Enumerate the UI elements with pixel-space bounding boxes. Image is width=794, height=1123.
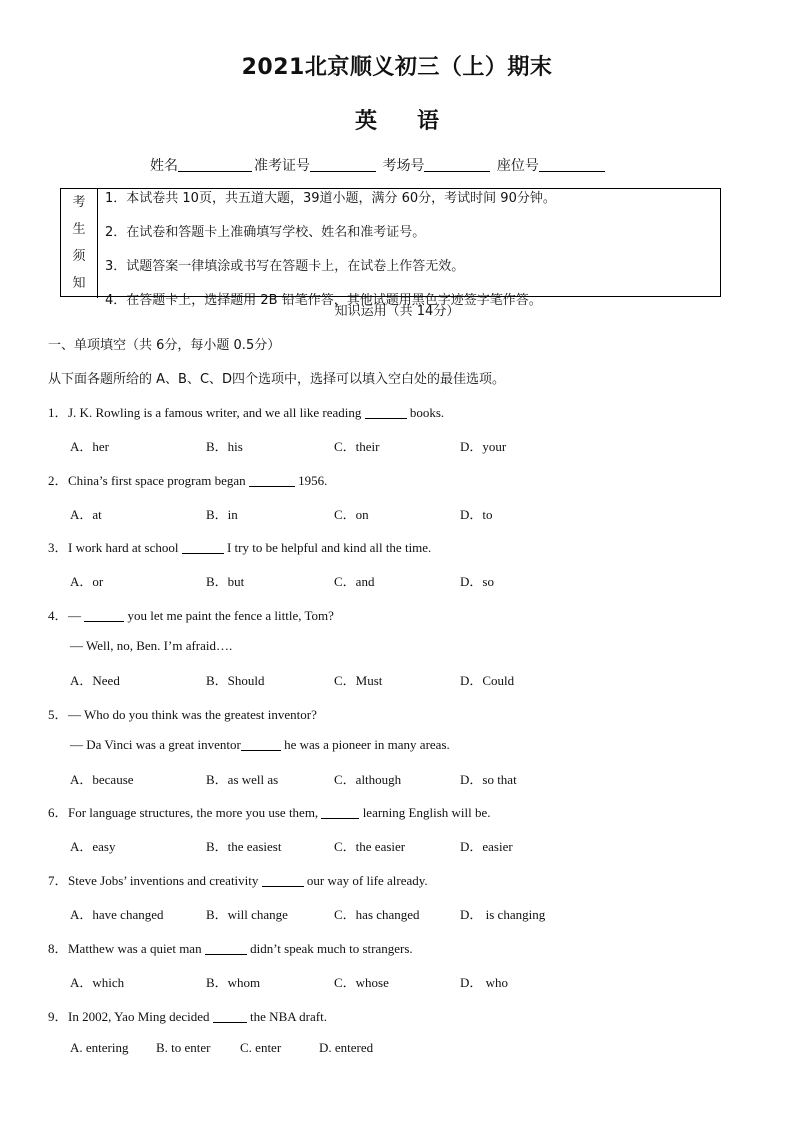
option-d: D．so that — [460, 772, 517, 787]
question-text: the NBA draft. — [246, 1009, 327, 1024]
question-4 — [48, 605, 334, 624]
notice-item: 4．在答题卡上，选择题用 2B 铅笔作答，其他试题用黑色字迹签字笔作答。 — [105, 293, 542, 308]
room-label: 考场号 — [382, 158, 425, 174]
notice-head-char: 生 — [72, 222, 86, 237]
option-a: A．at — [70, 507, 102, 522]
question-1 — [48, 402, 444, 421]
option-d: D．your — [460, 439, 507, 454]
question-number: 7． — [48, 873, 68, 888]
exam-title: 2021北京顺义初三（上）期末 — [241, 55, 553, 80]
notice-item: 3．试题答案一律填涂或书写在答题卡上，在试卷上作答无效。 — [105, 259, 465, 274]
question-5-reply — [70, 737, 450, 753]
question-4-reply: — Well, no, Ben. I’m afraid…. — [70, 638, 233, 653]
question-text: — Da Vinci was a great inventor — [70, 737, 241, 752]
room-blank — [424, 157, 490, 172]
question-number: 5． — [48, 707, 68, 722]
question-text: I try to be helpful and kind all the time. — [223, 540, 432, 555]
question-number: 6． — [48, 805, 68, 820]
question-text: In 2002, Yao Ming decided — [68, 1009, 213, 1024]
answer-blank — [262, 874, 304, 887]
option-a: A．because — [70, 772, 134, 787]
notice-item: 1．本试卷共 10页，共五道大题，39道小题，满分 60分，考试时间 90分钟。 — [105, 191, 556, 206]
part-title: 知识运用（共 14分） — [334, 304, 460, 319]
option-a: A．have changed — [70, 907, 164, 922]
exam-notice-box — [60, 188, 721, 308]
option-c: C．their — [334, 439, 380, 454]
question-number: 4． — [48, 608, 68, 623]
option-c: C．and — [334, 574, 375, 589]
option-c: C．Must — [334, 673, 383, 688]
question-number: 2． — [48, 473, 68, 488]
question-text: — — [68, 608, 85, 623]
option-b: B．in — [206, 507, 238, 522]
name-label: 姓名 — [150, 158, 178, 174]
question-7 — [48, 870, 428, 889]
option-d: D． is changing — [460, 907, 546, 922]
seat-label: 座位号 — [496, 158, 539, 174]
question-text: 1956. — [294, 473, 328, 488]
option-c: C．has changed — [334, 907, 420, 922]
answer-blank — [205, 942, 247, 955]
option-d: D．to — [460, 507, 493, 522]
seat-blank — [539, 157, 605, 172]
option-a: A．easy — [70, 839, 116, 854]
option-a: A．her — [70, 439, 109, 454]
question-text: learning English will be. — [359, 805, 491, 820]
question-text: he was a pioneer in many areas. — [280, 737, 450, 752]
question-number: 3． — [48, 540, 68, 555]
option-c: C．although — [334, 772, 402, 787]
option-a: A. entering — [70, 1040, 129, 1055]
option-a: A．Need — [70, 673, 120, 688]
answer-blank — [84, 609, 124, 622]
exam-id-label: 准考证号 — [254, 158, 310, 174]
notice-head-char: 知 — [72, 276, 86, 291]
exam-id-blank — [310, 157, 376, 172]
option-d: D． who — [460, 975, 509, 990]
section-instruction: 从下面各题所给的 A、B、C、D四个选项中，选择可以填入空白处的最佳选项。 — [48, 372, 506, 387]
notice-head-char: 须 — [72, 249, 86, 264]
question-text: our way of life already. — [303, 873, 428, 888]
question-2 — [48, 470, 327, 489]
option-b: B．the easiest — [206, 839, 282, 854]
question-number: 9． — [48, 1009, 68, 1024]
option-d: D．so — [460, 574, 494, 589]
subject-char-1: 英 — [354, 109, 377, 134]
option-b: B．whom — [206, 975, 261, 990]
question-number: 8． — [48, 941, 68, 956]
question-text: China’s first space program began — [68, 473, 249, 488]
question-text: books. — [406, 405, 445, 420]
option-d: D．Could — [460, 673, 515, 688]
question-9 — [48, 1006, 327, 1025]
question-text: — Who do you think was the greatest inventor? — [68, 707, 317, 722]
question-text: J. K. Rowling is a famous writer, and we all like reading — [68, 405, 365, 420]
section-title: 一、单项填空（共 6分，每小题 0.5分） — [48, 338, 281, 353]
option-c: C．whose — [334, 975, 389, 990]
option-c: C. enter — [240, 1040, 282, 1055]
option-b: B．will change — [206, 907, 288, 922]
option-b: B．his — [206, 439, 243, 454]
subject-title — [0, 104, 794, 135]
question-8 — [48, 938, 413, 957]
question-text: didn’t speak much to strangers. — [246, 941, 413, 956]
option-b: B．as well as — [206, 772, 279, 787]
answer-blank — [321, 806, 359, 819]
question-3 — [48, 537, 431, 556]
question-text: you let me paint the fence a little, Tom? — [124, 608, 334, 623]
option-b: B．Should — [206, 673, 265, 688]
question-text: Matthew was a quiet man — [68, 941, 205, 956]
option-c: C．on — [334, 507, 369, 522]
question-text: I work hard at school — [68, 540, 182, 555]
candidate-info-line — [150, 155, 607, 175]
notice-head-char: 考 — [72, 195, 86, 210]
answer-blank — [365, 406, 407, 419]
option-b: B. to enter — [156, 1040, 211, 1055]
option-a: A．or — [70, 574, 104, 589]
name-blank — [178, 157, 252, 172]
answer-blank — [241, 738, 281, 751]
option-b: B．but — [206, 574, 245, 589]
option-d: D．easier — [460, 839, 513, 854]
option-c: C．the easier — [334, 839, 406, 854]
question-5 — [48, 704, 317, 723]
answer-blank — [249, 474, 295, 487]
notice-header — [61, 189, 98, 298]
question-text: Steve Jobs’ inventions and creativity — [68, 873, 262, 888]
notice-item: 2．在试卷和答题卡上准确填写学校、姓名和准考证号。 — [105, 225, 426, 240]
subject-char-2: 语 — [417, 109, 440, 134]
question-6 — [48, 802, 491, 821]
answer-blank — [182, 541, 224, 554]
question-number: 1． — [48, 405, 68, 420]
answer-blank — [213, 1010, 247, 1023]
option-a: A．which — [70, 975, 125, 990]
option-d: D. entered — [319, 1040, 374, 1055]
question-text: For language structures, the more you use them, — [68, 805, 322, 820]
